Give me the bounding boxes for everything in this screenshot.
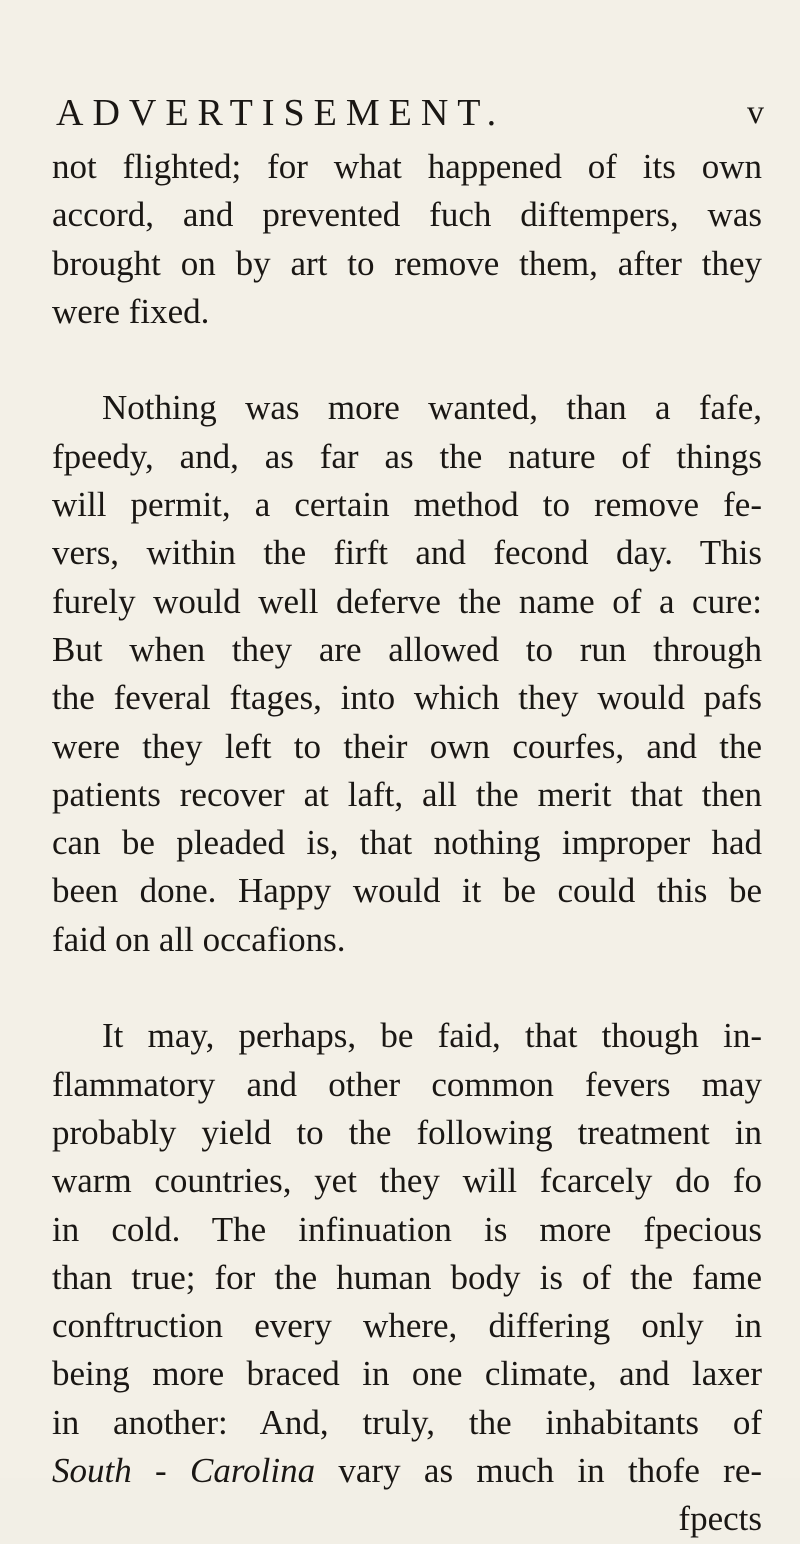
text-line: being more braced in one climate, and laxer — [52, 1354, 762, 1394]
paragraph-gap — [52, 336, 762, 384]
body-text — [52, 143, 762, 1544]
text-line: not flighted; for what happened of its own — [52, 147, 762, 186]
text-line: accord, and prevented fuch diftempers, was — [52, 195, 762, 235]
text-line: can be pleaded is, that nothing improper had — [52, 823, 762, 863]
text-line: fpeedy, and, as far as the nature of things — [52, 436, 762, 476]
text-line: will permit, a certain method to remove fe- — [52, 485, 762, 525]
text-line: vers, within the firft and fecond day. This — [52, 533, 762, 573]
text-line: brought on by art to remove them, after they — [52, 243, 762, 283]
paragraph-1 — [52, 143, 762, 336]
text-line — [52, 1447, 762, 1495]
text-line-tail: vary as much in thofe re- — [338, 1451, 763, 1491]
text-line: in another: And, truly, the inhabitants of — [52, 1402, 762, 1442]
text-line: flammatory and other common fevers may — [52, 1064, 762, 1104]
paragraph-2 — [52, 384, 762, 964]
page-header — [56, 88, 764, 138]
italic-place-name: South - Carolina — [52, 1451, 316, 1491]
text-line: were they left to their own courfes, and the — [52, 726, 762, 766]
text-line: were fixed. — [52, 291, 210, 331]
running-head: ADVERTISEMENT. — [56, 92, 506, 134]
text-line: been done. Happy would it be could this be — [52, 871, 762, 911]
text-line: furely would well deferve the name of a cure: — [52, 581, 762, 621]
text-line: in cold. The infinuation is more fpecious — [52, 1209, 762, 1249]
text-line: faid on all occafions. — [52, 919, 346, 959]
text-line: Nothing was more wanted, than a fafe, — [102, 388, 762, 428]
paragraph-gap — [52, 964, 762, 1012]
text-line: the feveral ftages, into which they would pafs — [52, 678, 762, 718]
paragraph-3 — [52, 1012, 762, 1495]
text-line: patients recover at laft, all the merit that then — [52, 774, 762, 814]
text-line: warm countries, yet they will fcarcely do fo — [52, 1161, 762, 1201]
text-line: conftruction every where, differing only in — [52, 1306, 762, 1346]
text-line: than true; for the human body is of the fame — [52, 1257, 762, 1297]
page-number: v — [747, 94, 764, 131]
catchword: fpects — [678, 1499, 762, 1539]
text-line: But when they are allowed to run through — [52, 629, 762, 669]
text-line: probably yield to the following treatment in — [52, 1112, 762, 1152]
text-line: It may, perhaps, be faid, that though in- — [102, 1016, 762, 1056]
